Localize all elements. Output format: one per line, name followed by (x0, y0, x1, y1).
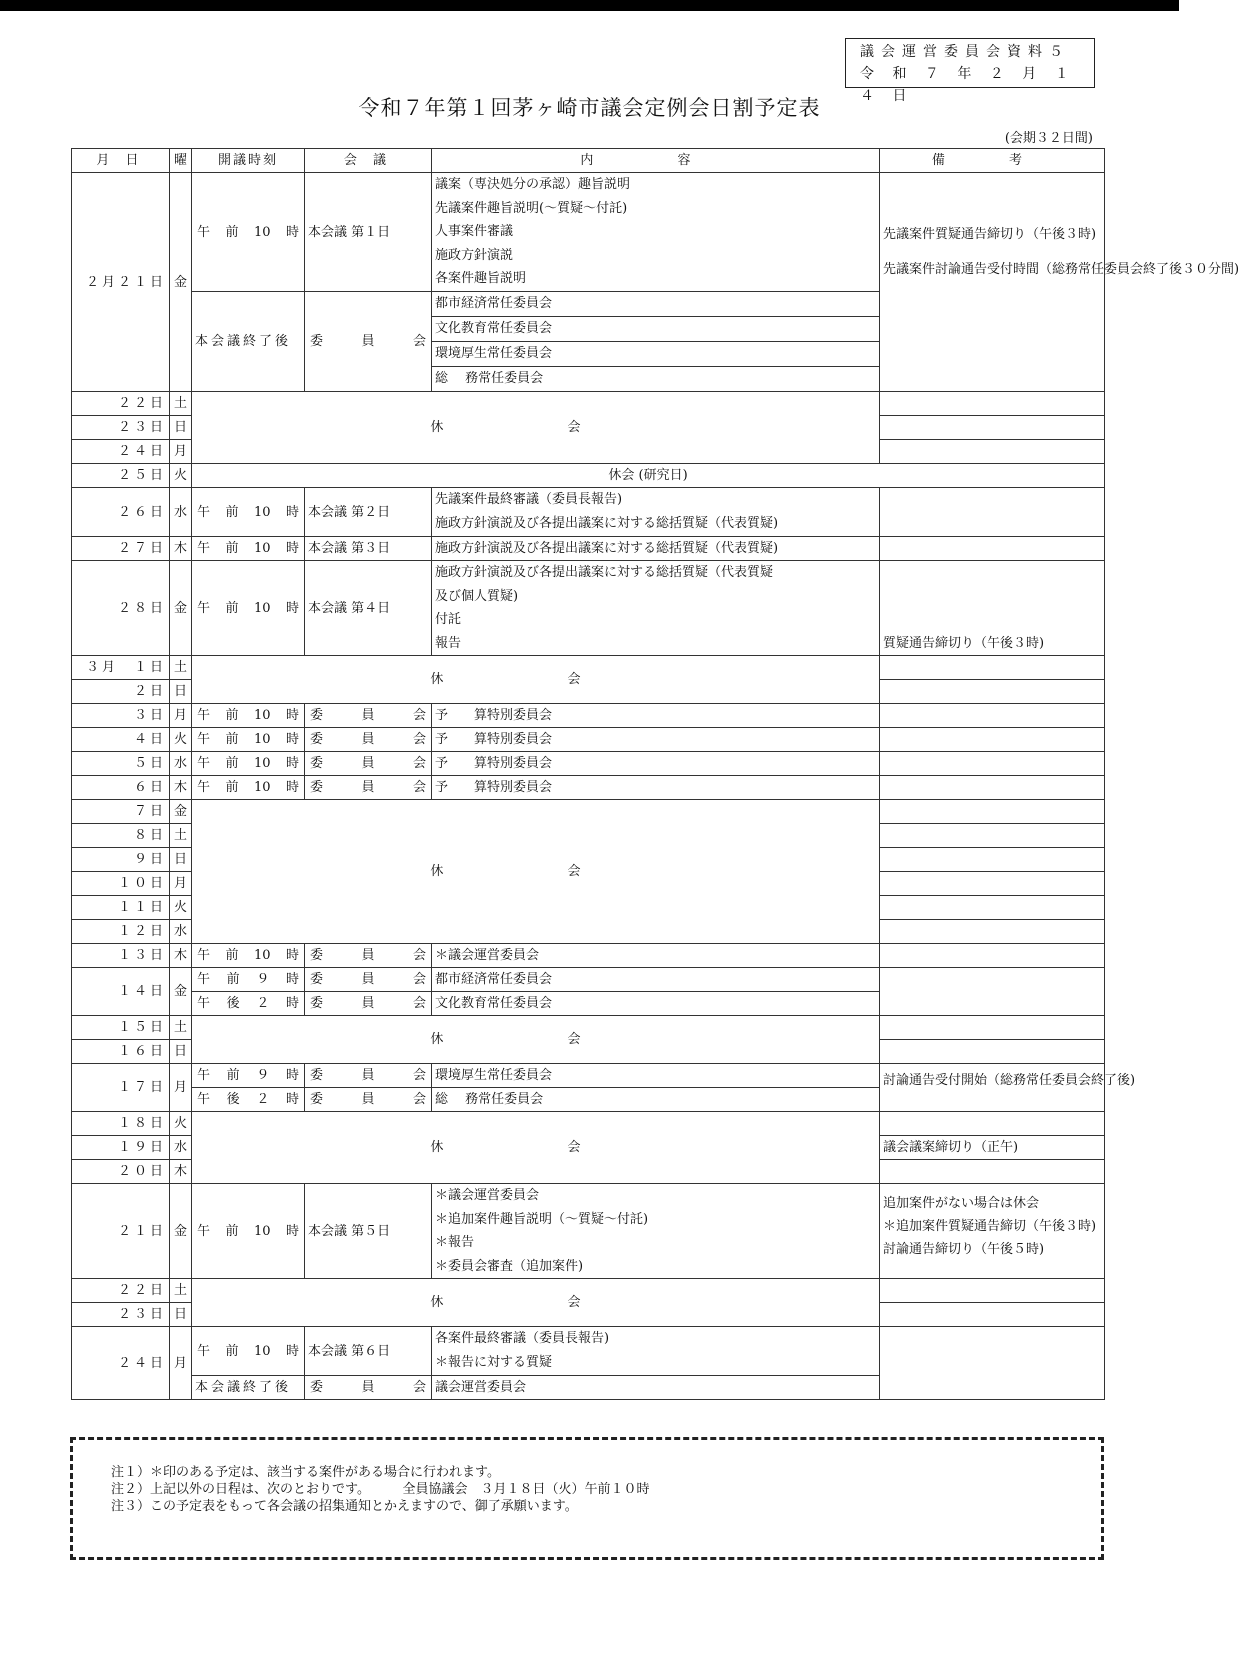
remarks-cell (880, 1016, 1105, 1040)
remarks-cell (880, 704, 1105, 728)
header-content: 内 容 (432, 149, 880, 173)
date-cell: ３日 (72, 704, 170, 728)
content-cell: 都市経済常任委員会 (432, 968, 880, 992)
table-row (72, 561, 1105, 656)
table-row (72, 776, 1105, 800)
date-cell: １８日 (72, 1112, 170, 1136)
header-meeting: 会 議 (305, 149, 432, 173)
dow-cell: 火 (170, 1112, 192, 1136)
document-number: 議会運営委員会資料５ (860, 44, 1070, 60)
meeting-cell: 本会議 第１日 (305, 173, 432, 292)
dow-cell: 金 (170, 561, 192, 656)
remarks-cell: 先議案件質疑通告締切り（午後３時) 先議案件討論通告受付時間（総務常任委員会終了後３０分間) (880, 173, 1105, 392)
date-cell: １３日 (72, 944, 170, 968)
dow-cell: 金 (170, 1184, 192, 1279)
table-header-row (72, 149, 1105, 173)
remarks-cell (880, 776, 1105, 800)
time-cell: 午 前 10 時 (192, 1327, 305, 1376)
dow-cell: 日 (170, 416, 192, 440)
time-cell: 本会議終了後 (192, 292, 305, 392)
document-reference-box (845, 38, 1095, 104)
time-cell: 午 前 10 時 (192, 704, 305, 728)
remarks-cell (880, 440, 1105, 464)
remarks-cell (880, 872, 1105, 896)
date-cell: ２２日 (72, 1279, 170, 1303)
dow-cell: 日 (170, 1303, 192, 1327)
remarks-cell: 追加案件がない場合は休会 ＊追加案件質疑通告締切（午後３時) 討論通告締切り（午後５時) (880, 1184, 1105, 1279)
meeting-cell: 委 員 会 (305, 1088, 432, 1112)
table-row (72, 968, 1105, 992)
content-cell: 文化教育常任委員会 (432, 992, 880, 1016)
meeting-cell: 本会議 第２日 (305, 488, 432, 537)
time-cell: 午 前 10 時 (192, 488, 305, 537)
meeting-cell: 委 員 会 (305, 968, 432, 992)
date-cell: ２７日 (72, 537, 170, 561)
remarks-cell (880, 800, 1105, 824)
recess-cell: 休 会 (192, 656, 880, 704)
date-cell: １９日 (72, 1136, 170, 1160)
time-cell: 午 前 10 時 (192, 752, 305, 776)
table-row (72, 800, 1105, 824)
table-row (72, 1327, 1105, 1376)
table-row (72, 752, 1105, 776)
remarks-cell (880, 1160, 1105, 1184)
date-cell: ２８日 (72, 561, 170, 656)
time-cell: 本会議終了後 (192, 1376, 305, 1400)
table-row (72, 488, 1105, 537)
date-cell: ３月 １日 (72, 656, 170, 680)
remarks-cell: 質疑通告締切り（午後３時) (880, 561, 1105, 656)
date-cell: ２０日 (72, 1160, 170, 1184)
document-date: 令 和 ７ 年 ２ 月 １ ４ 日 (860, 66, 1076, 104)
meeting-cell: 本会議 第３日 (305, 537, 432, 561)
date-cell: ４日 (72, 728, 170, 752)
date-cell: ２３日 (72, 416, 170, 440)
content-cell: 予 算特別委員会 (432, 776, 880, 800)
content-cell: 予 算特別委員会 (432, 752, 880, 776)
time-cell: 午 前 ９ 時 (192, 1064, 305, 1088)
dow-cell: 火 (170, 464, 192, 488)
content-cell: 環境厚生常任委員会 (432, 1064, 880, 1088)
recess-cell: 休 会 (192, 1112, 880, 1184)
content-cell: 総 務常任委員会 (432, 1088, 880, 1112)
table-row (72, 1279, 1105, 1303)
schedule-table (71, 148, 1239, 1400)
table-row (72, 173, 1105, 292)
remarks-cell (880, 537, 1105, 561)
dow-cell: 日 (170, 848, 192, 872)
dow-cell: 木 (170, 537, 192, 561)
table-row (72, 1184, 1105, 1279)
dow-cell: 月 (170, 872, 192, 896)
remarks-cell (880, 416, 1105, 440)
dow-cell: 火 (170, 896, 192, 920)
header-time: 開議時刻 (192, 149, 305, 173)
meeting-cell: 委 員 会 (305, 728, 432, 752)
dow-cell: 木 (170, 1160, 192, 1184)
content-cell: 先議案件最終審議（委員長報告) 施政方針演説及び各提出議案に対する総括質疑（代表質疑) (432, 488, 880, 537)
table-row (72, 464, 1105, 488)
table-row (72, 728, 1105, 752)
session-length: (会期３２日間) (1004, 131, 1093, 146)
dow-cell: 日 (170, 680, 192, 704)
date-cell: ２日 (72, 680, 170, 704)
date-cell: ５日 (72, 752, 170, 776)
content-cell: 予 算特別委員会 (432, 704, 880, 728)
remarks-cell (880, 680, 1105, 704)
dow-cell: 月 (170, 1064, 192, 1112)
remarks-cell (880, 968, 1105, 1016)
meeting-cell: 本会議 第４日 (305, 561, 432, 656)
date-cell: ７日 (72, 800, 170, 824)
table-row (72, 1016, 1105, 1040)
remarks-cell (880, 728, 1105, 752)
notes-box (70, 1437, 1104, 1560)
dow-cell: 土 (170, 824, 192, 848)
date-cell: ６日 (72, 776, 170, 800)
remarks-cell (880, 944, 1105, 968)
table-row (72, 944, 1105, 968)
dow-cell: 火 (170, 728, 192, 752)
content-cell: 予 算特別委員会 (432, 728, 880, 752)
table-row (72, 1112, 1105, 1136)
content-cell: 議案（専決処分の承認）趣旨説明 先議案件趣旨説明(～質疑～付託) 人事案件審議 施政方針演説 各案件趣旨説明 (432, 173, 880, 292)
recess-cell: 休 会 (192, 800, 880, 944)
meeting-cell: 委 員 会 (305, 992, 432, 1016)
content-cell: 都市経済常任委員会 文化教育常任委員会 環境厚生常任委員会 総 務常任委員会 (432, 292, 880, 392)
date-cell: １７日 (72, 1064, 170, 1112)
note-2: 注２）上記以外の日程は、次のとおりです。 全員協議会 ３月１８日（火）午前１０時 (111, 1482, 650, 1497)
header-dow: 曜 (170, 149, 192, 173)
time-cell: 午 前 ９ 時 (192, 968, 305, 992)
content-cell: 施政方針演説及び各提出議案に対する総括質疑（代表質疑) (432, 537, 880, 561)
time-cell: 午 前 10 時 (192, 944, 305, 968)
date-cell: ２５日 (72, 464, 170, 488)
note-3: 注３）この予定表をもって各会議の招集通知とかえますので、御了承願います。 (111, 1499, 578, 1514)
dow-cell: 土 (170, 1016, 192, 1040)
remarks-cell (880, 392, 1105, 416)
date-cell: １０日 (72, 872, 170, 896)
remarks-cell (880, 488, 1105, 537)
content-cell: 施政方針演説及び各提出議案に対する総括質疑（代表質疑 及び個人質疑) 付託 報告 (432, 561, 880, 656)
remarks-cell (880, 1040, 1105, 1064)
content-cell: ＊議会運営委員会 ＊追加案件趣旨説明（～質疑～付託) ＊報告 ＊委員会審査（追加案件) (432, 1184, 880, 1279)
dow-cell: 土 (170, 656, 192, 680)
dow-cell: 月 (170, 704, 192, 728)
dow-cell: 金 (170, 800, 192, 824)
date-cell: １６日 (72, 1040, 170, 1064)
date-cell: ２月２１日 (72, 173, 170, 392)
date-cell: ２２日 (72, 392, 170, 416)
date-cell: １５日 (72, 1016, 170, 1040)
meeting-cell: 本会議 第６日 (305, 1327, 432, 1376)
remarks-cell (880, 920, 1105, 944)
remarks-cell: 議会議案締切り（正午) (880, 1136, 1105, 1160)
meeting-cell: 委 員 会 (305, 704, 432, 728)
remarks-cell (880, 1303, 1105, 1327)
content-cell: ＊議会運営委員会 (432, 944, 880, 968)
time-cell: 午 前 10 時 (192, 537, 305, 561)
meeting-cell: 委 員 会 (305, 944, 432, 968)
remarks-cell (880, 896, 1105, 920)
remarks-cell: 討論通告受付開始（総務常任委員会終了後) (880, 1064, 1105, 1112)
dow-cell: 日 (170, 1040, 192, 1064)
note-1: 注１）＊印のある予定は、該当する案件がある場合に行われます。 (111, 1465, 500, 1480)
header-date: 月 日 (72, 149, 170, 173)
dow-cell: 水 (170, 1136, 192, 1160)
remarks-cell (880, 1279, 1105, 1303)
date-cell: ２４日 (72, 440, 170, 464)
meeting-cell: 本会議 第５日 (305, 1184, 432, 1279)
time-cell: 午 前 10 時 (192, 776, 305, 800)
meeting-cell: 委 員 会 (305, 776, 432, 800)
time-cell: 午 前 10 時 (192, 561, 305, 656)
remarks-cell (880, 1112, 1105, 1136)
dow-cell: 木 (170, 944, 192, 968)
dow-cell: 水 (170, 920, 192, 944)
date-cell: ２６日 (72, 488, 170, 537)
remarks-cell (880, 1327, 1105, 1400)
date-cell: １４日 (72, 968, 170, 1016)
table-row (72, 656, 1105, 680)
table-row (72, 704, 1105, 728)
meeting-cell: 委 員 会 (305, 292, 432, 392)
date-cell: １２日 (72, 920, 170, 944)
header-remarks: 備 考 (880, 149, 1105, 173)
dow-cell: 月 (170, 440, 192, 464)
recess-cell: 休 会 (192, 392, 880, 464)
dow-cell: 金 (170, 968, 192, 1016)
content-cell: 議会運営委員会 (432, 1376, 880, 1400)
remarks-cell (880, 752, 1105, 776)
date-cell: ２１日 (72, 1184, 170, 1279)
meeting-cell: 委 員 会 (305, 1064, 432, 1088)
time-cell: 午 前 10 時 (192, 173, 305, 292)
dow-cell: 水 (170, 752, 192, 776)
date-cell: ２４日 (72, 1327, 170, 1400)
dow-cell: 木 (170, 776, 192, 800)
table-row (72, 392, 1105, 416)
remarks-cell (880, 848, 1105, 872)
table-row (72, 1064, 1105, 1088)
page-title: 令和７年第１回茅ヶ崎市議会定例会日割予定表 (358, 96, 821, 120)
meeting-cell: 委 員 会 (305, 1376, 432, 1400)
dow-cell: 土 (170, 1279, 192, 1303)
time-cell: 午 後 ２ 時 (192, 1088, 305, 1112)
table-row (72, 537, 1105, 561)
remarks-cell (880, 656, 1105, 680)
time-cell: 午 前 10 時 (192, 1184, 305, 1279)
recess-research-cell: 休会 (研究日) (192, 464, 1105, 488)
recess-cell: 休 会 (192, 1279, 880, 1327)
date-cell: ２３日 (72, 1303, 170, 1327)
dow-cell: 水 (170, 488, 192, 537)
recess-cell: 休 会 (192, 1016, 880, 1064)
dow-cell: 土 (170, 392, 192, 416)
content-cell: 各案件最終審議（委員長報告) ＊報告に対する質疑 (432, 1327, 880, 1376)
meeting-cell: 委 員 会 (305, 752, 432, 776)
dow-cell: 月 (170, 1327, 192, 1400)
date-cell: ９日 (72, 848, 170, 872)
remarks-cell (880, 824, 1105, 848)
date-cell: ８日 (72, 824, 170, 848)
dow-cell: 金 (170, 173, 192, 392)
time-cell: 午 前 10 時 (192, 728, 305, 752)
top-border (0, 0, 1179, 11)
date-cell: １１日 (72, 896, 170, 920)
time-cell: 午 後 ２ 時 (192, 992, 305, 1016)
